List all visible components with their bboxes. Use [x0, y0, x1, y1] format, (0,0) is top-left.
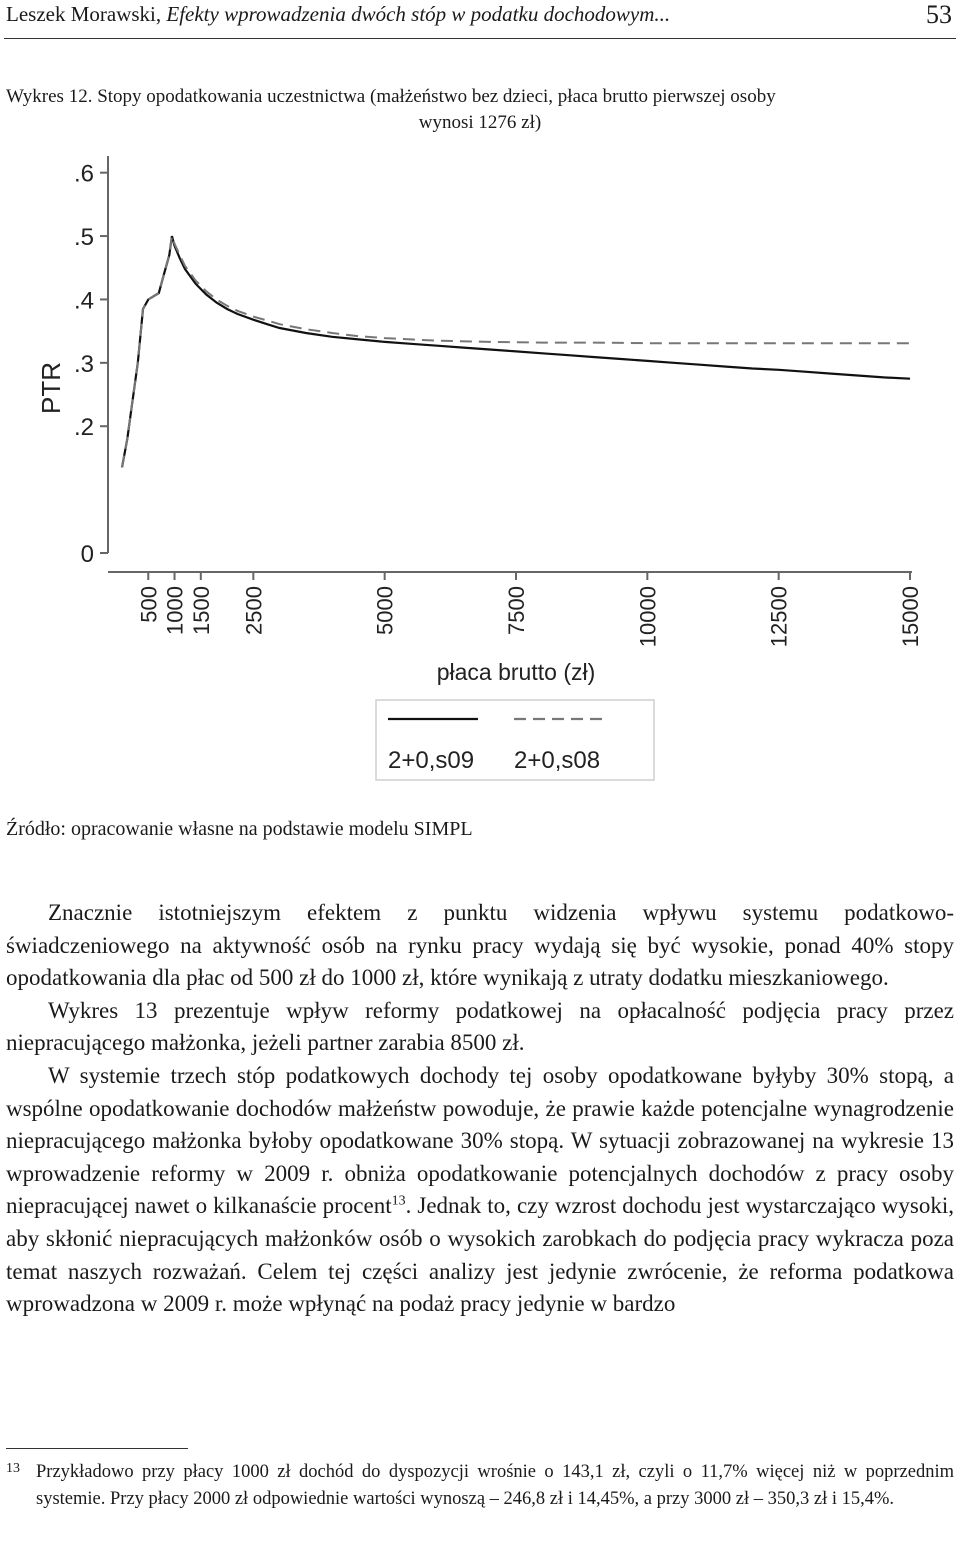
- y-tick-label: .6: [73, 160, 94, 188]
- x-axis-label: płaca brutto (zł): [436, 659, 596, 685]
- page-number: 53: [926, 0, 952, 29]
- ptr-chart: [0, 140, 960, 800]
- x-tick-label: 1500: [188, 586, 214, 635]
- chart-axes: [108, 156, 912, 572]
- x-tick-label: 5000: [372, 586, 398, 635]
- figure-caption: [6, 84, 954, 136]
- paragraph-2: Wykres 13 prezentuje wpływ reformy podatkowej na opłacalność podjęcia pracy przez niepracującego małżonka, jeżeli partner zarabia 8500 zł.: [6, 997, 954, 1056]
- x-tick-label: 1000: [162, 586, 188, 635]
- x-tick-label: 15000: [898, 586, 923, 648]
- x-tick-label: 2500: [241, 586, 267, 635]
- figure-caption-line1: Wykres 12. Stopy opodatkowania uczestnictwa (małżeństwo bez dzieci, płaca brutto pierwszej osoby: [6, 86, 776, 107]
- x-tick-label: 500: [136, 586, 162, 623]
- legend-label: 2+0,s09: [388, 747, 475, 774]
- paragraph-1: Znacznie istotniejszym efektem z punktu widzenia wpływu systemu podatkowo-świadczeniowego na aktywność osób na rynku pracy wydają się być wysokie, ponad 40% stopy opodatkowania dla płac od 500 zł do 1000 zł, które wynikają z utraty dodatku mieszkaniowego.: [6, 900, 954, 991]
- y-tick-label: .3: [73, 350, 94, 378]
- footnote-rule: [6, 1448, 188, 1449]
- x-tick-label: 10000: [635, 586, 661, 648]
- y-tick-label: 0: [80, 541, 94, 568]
- x-tick-label: 12500: [766, 586, 792, 648]
- figure-source: Źródło: opracowanie własne na podstawie modelu SIMPL: [6, 818, 473, 840]
- chart-legend: [376, 700, 654, 780]
- footnote-mark: 13: [6, 1461, 20, 1476]
- chart-series: [122, 236, 910, 467]
- chart-x-ticks: [136, 572, 923, 647]
- chart-y-ticks: [74, 161, 108, 568]
- footnote: [6, 1459, 954, 1512]
- running-head-title: Efekty wprowadzenia dwóch stóp w podatku dochodowym...: [166, 2, 671, 26]
- y-tick-label: .4: [73, 287, 94, 315]
- footnote-text: Przykładowo przy płacy 1000 zł dochód do dyspozycji wrośnie o 143,1 zł, czyli o 11,7% więcej niż w poprzednim systemie. Przy płacy 2000 zł odpowiednie wartości wynoszą – 246,8 zł i 14,45%, a przy 3000 zł – 350,3 zł i 15,4%.: [36, 1462, 954, 1509]
- body-text: [6, 897, 954, 1321]
- running-head: [0, 0, 960, 30]
- legend-label: 2+0,s08: [514, 747, 601, 774]
- series-line-2+0,s09: [122, 236, 910, 467]
- y-tick-label: .2: [73, 414, 94, 442]
- header-rule: [4, 38, 956, 39]
- figure-caption-line2: wynosi 1276 zł): [418, 112, 542, 133]
- footnote-ref: 13: [391, 1193, 406, 1209]
- paragraph-3: W systemie trzech stóp podatkowych dochody tej osoby opodatkowane byłyby 30% stopą, a wspólne opodatkowanie dochodów małżeństw powoduje, że prawie każde potencjalne wynagrodzenie niepracującego małżonka byłoby opodatkowane 30% stopą. W sytuacji zobrazowanej na wykresie 13 wprowadzenie reformy w 2009 r. obniża opodatkowanie potencjalnych dochodów z pracy osoby niepracującej nawet o kilkanaście procent$^{13}$. Jednak to, czy wzrost dochodu jest wystarczająco wysoki, aby skłonić niepracujących małżonków osób o wysokich zarobkach do podjęcia pracy wykracza poza temat naszych rozważań. Celem tej części analizy jest jedynie zwrócenie, że reforma podatkowa wprowadzona w 2009 r. może wpłynąć na podaż pracy jedynie w bardzo: [6, 1062, 955, 1317]
- y-tick-label: .5: [73, 224, 94, 252]
- y-axis-label: PTR: [36, 362, 66, 414]
- running-head-author: Leszek Morawski, Efekty wprowadzenia dwóch stóp w podatku dochodowym...: [6, 2, 671, 26]
- x-tick-label: 7500: [504, 586, 529, 635]
